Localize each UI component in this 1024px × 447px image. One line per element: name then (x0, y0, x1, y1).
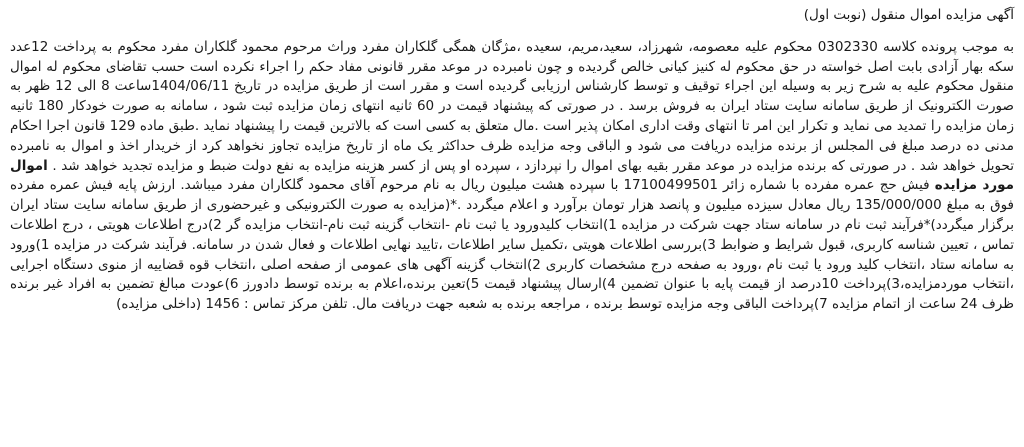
auction-items-label: اموال مورد مزایده (10, 157, 1014, 194)
notice-body-part2: فیش حج عمره مفرده با شماره زائر 17100499501 با سپرده هشت میلیون ریال به نام مرحوم آقای محمود گلکاران مفرد میباشد. ارزش پایه فیش عمره مفرده فوق به مبلغ 135/000/000 ریال معادل سیزده میلیون و پانصد هزار تومان برآورد و اعلام میگردد .*(مزایده به صورت الکترونیکی و غیرحضوری از طریق سامانه سایت ستاد ایران برگزار میگردد)*فرآیند ثبت نام در سامانه ستاد جهت شرکت در مزایده 1)انتخاب کلیدورود یا ثبت نام -انتخاب گزینه ثبت نام-انتخاب مزایده گر 2)درج اطلاعات هویتی ، درج اطلاعات تماس ، تعیین شناسه کاربری، قبول شرایط و ضوابط 3)بررسی اطلاعات هویتی ،تکمیل سایر اطلاعات ،تایید نهایی اطلاعات و فعال شدن در سامانه. فرآیند شرکت در مزایده 1)ورود به سامانه ستاد ،انتخاب کلید ورود یا ثبت نام ،ورود به صفحه درج مشخصات کاربری 2)انتخاب گزینه آگهی های عمومی از صفحه اصلی ،انتخاب قوه قضاییه از منوی دستگاه اجرایی ،انتخاب موردمزایده،3)پرداخت 10درصد از قیمت پایه با عنوان تضمین 4)ارسال پیشنهاد قیمت 5)تعین برنده،اعلام به برنده توسط دادورز 6)عودت مبالغ تضمین به افراد غیر برنده ظرف 24 ساعت از اتمام مزایده 7)پرداخت الباقی وجه مزایده توسط برنده ، مراجعه برنده به شعبه جهت دریافت مال. تلفن مرکز تماس : 1456 (داخلی مزایده) (10, 177, 1014, 313)
notice-body-part1: به موجب پرونده کلاسه 0302330 محکوم علیه معصومه، شهرزاد، سعید،مریم، سعیده ،مژگان همگی گلکاران مفرد وراث مرحوم محمود گلکاران مفرد محکوم به پرداخت 12عدد سکه بهار آزادی بابت اصل خواسته در حق محکوم له کنیز کیانی خالص گردیده و چون نامبرده در موعد مقرر قانونی مفاد حکم را اجراء نکرده است حسب تقاضای محکوم له اموال منقول محکوم علیه به شرح زیر به وسیله این اجراء توقیف و توسط کارشناس ارزیابی گردیده است و مقرر است از طریق مزایده در تاریخ 1404/06/11ساعت 8 الی 12 ظهر به صورت الکترونیک از طریق سامانه سایت ستاد ایران به فروش برسد . در صورتی که پیشنهاد قیمت در 60 ثانیه انتهای زمان مزایده ثبت شود ، سامانه به صورت خودکار 180 ثانیه زمان مزایده را تمدید می نماید و تکرار این امر تا انتهای وقت اداری امکان پذیر است .مال متعلق به کسی است که بالاترین قیمت را پیشنهاد نماید .طبق ماده 129 قانون اجرا احکام مدنی ده درصد مبلغ فی المجلس از برنده مزایده دریافت می شود و الباقی وجه مزایده ظرف حداکثر یک ماه از تاریخ مزایده تجاوز نخواهد کرد از خریدار اخذ و اموال به نامبرده تحویل خواهد شد . در صورتی که برنده مزایده در موعد مقرر بقیه بهای اموال را نپردازد ، سپرده او پس از کسر هزینه مزایده به نفع دولت ضبط و مزایده تجدید خواهد شد . (10, 38, 1015, 174)
notice-body (10, 38, 1014, 315)
notice-title: آگهی مزایده اموال منقول (نوبت اول) (803, 7, 1014, 23)
